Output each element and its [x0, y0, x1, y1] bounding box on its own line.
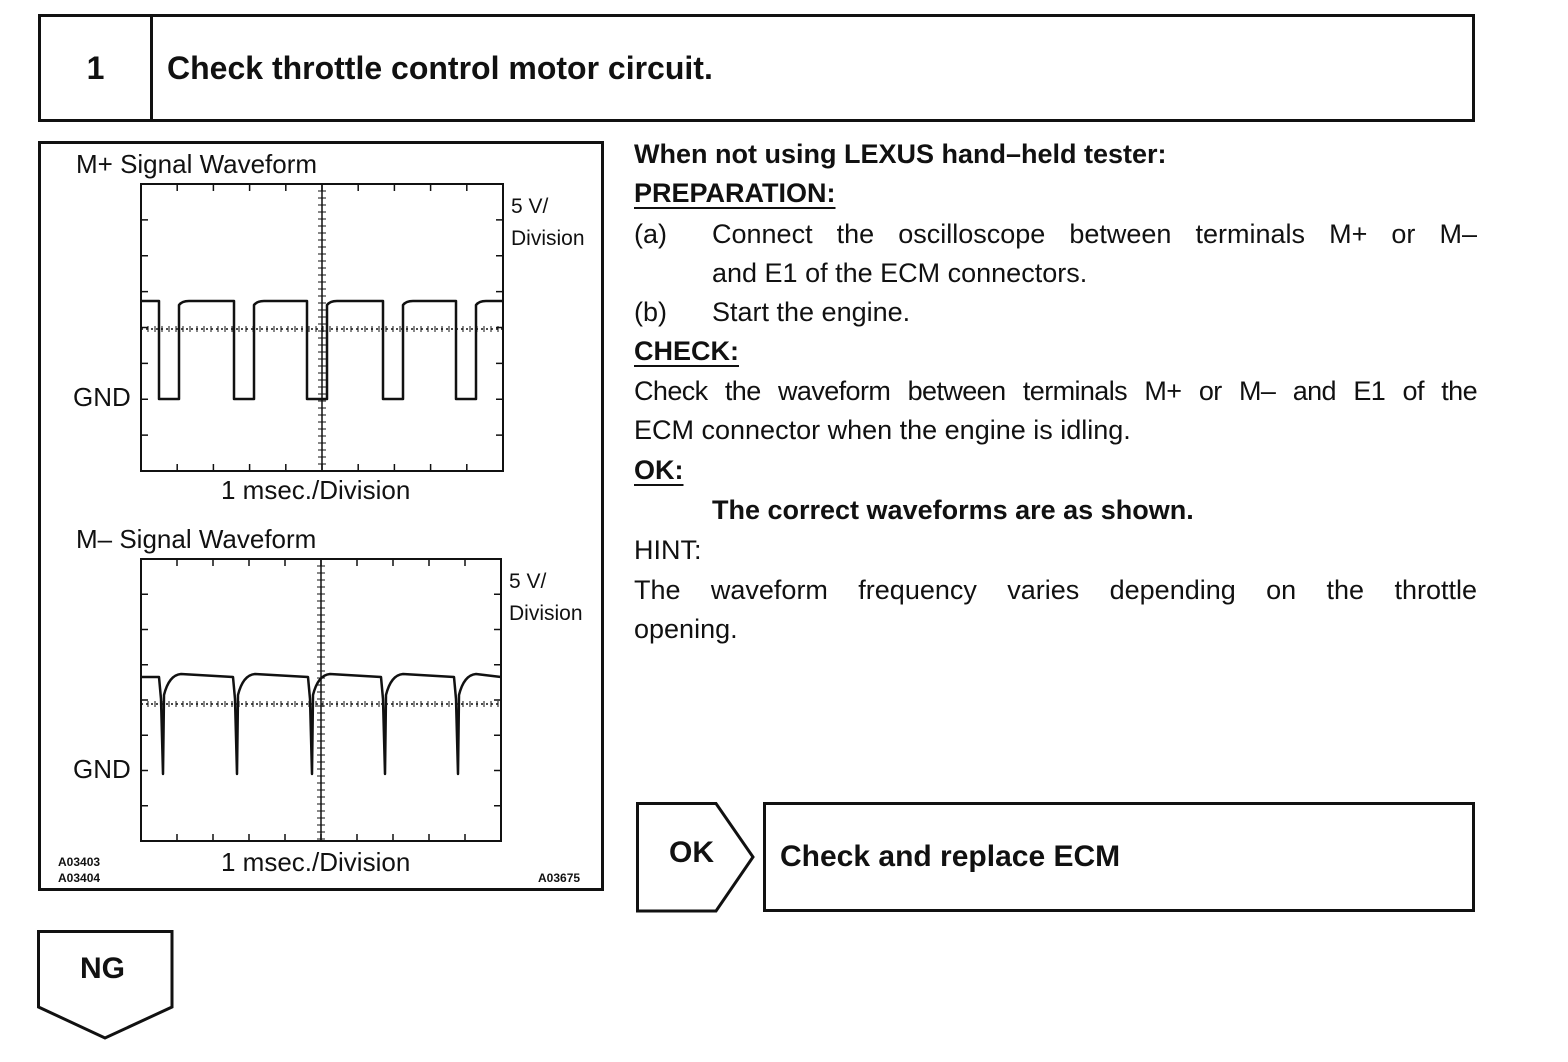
m-minus-time-scale: 1 msec./Division: [221, 847, 411, 877]
hint-heading: HINT:: [634, 535, 702, 565]
ok-result-action: Check and replace ECM: [780, 840, 1121, 873]
m-plus-gnd-label: GND: [73, 382, 131, 412]
m-plus-waveform-title: M+ Signal Waveform: [76, 149, 318, 179]
ng-result-label: NG: [80, 952, 125, 985]
figure-code-left: A03403 A03404: [58, 855, 101, 885]
ng-arrow-shape: [37, 930, 177, 1042]
check-text-line2: ECM connector when the engine is idling.: [634, 415, 1131, 445]
step-header: [38, 14, 1475, 122]
check-text-line1: Check the waveform between terminals M+ or M– and E1 of the: [634, 376, 1477, 406]
hint-text-line1: The waveform frequency varies depending on the throttle: [634, 575, 1477, 605]
step-a-text-line2: and E1 of the ECM connectors.: [712, 258, 1088, 288]
step-title: Check throttle control motor circuit.: [167, 49, 713, 86]
figure-code-right: A03675: [538, 871, 581, 885]
step-number: 1: [41, 17, 153, 119]
waveform-figure: [38, 141, 604, 891]
step-b-label: (b): [634, 297, 667, 327]
m-minus-voltage-scale: 5 V/ Division: [509, 570, 583, 625]
m-minus-gnd-label: GND: [73, 754, 131, 784]
m-plus-scope: [141, 184, 503, 471]
step-a-label: (a): [634, 219, 667, 249]
m-minus-waveform-title: M– Signal Waveform: [76, 524, 317, 554]
step-a-text-line1: Connect the oscilloscope between terminals M+ or M–: [712, 219, 1477, 249]
ok-result-box: [763, 802, 1475, 912]
preparation-heading: PREPARATION:: [634, 178, 836, 208]
m-plus-voltage-scale: 5 V/ Division: [511, 195, 585, 250]
ok-heading: OK:: [634, 455, 684, 485]
check-heading: CHECK:: [634, 336, 739, 366]
m-minus-scope: [141, 559, 501, 841]
m-plus-time-scale: 1 msec./Division: [221, 475, 411, 505]
ok-result-label: OK: [669, 836, 714, 869]
ok-criteria: The correct waveforms are as shown.: [712, 495, 1194, 525]
hint-text-line2: opening.: [634, 614, 738, 644]
step-b-text: Start the engine.: [712, 297, 911, 327]
condition-heading: When not using LEXUS hand–held tester:: [634, 139, 1167, 169]
